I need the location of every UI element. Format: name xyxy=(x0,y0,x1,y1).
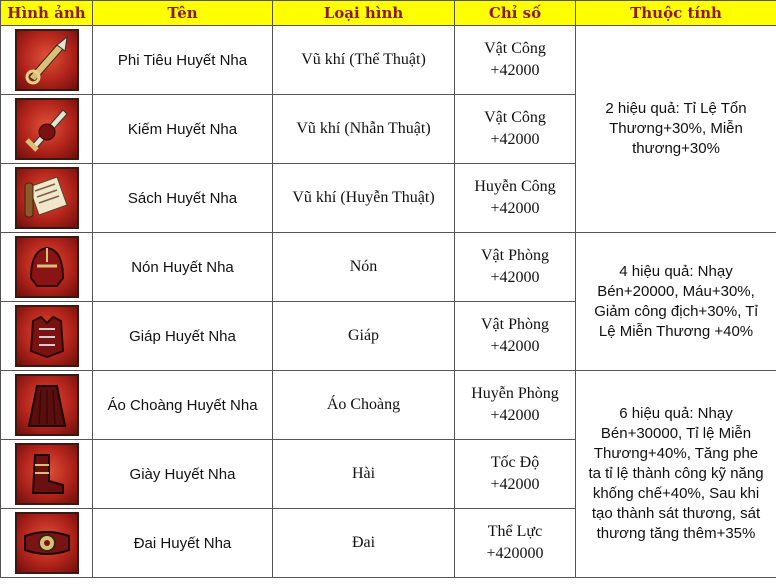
bonus-line: 4 hiệu quả: Nhạy xyxy=(619,262,733,280)
item-type: Vũ khí (Nhẫn Thuật) xyxy=(273,95,455,164)
stat-name: Thể Lực xyxy=(487,523,543,540)
item-image-cell xyxy=(1,440,93,509)
bonus-line: Lệ Miễn Thương +40% xyxy=(598,322,754,340)
table-row xyxy=(1,233,776,302)
stat-name: Huyễn Công xyxy=(474,178,556,195)
stat-name: Tốc Độ xyxy=(490,454,540,471)
item-type: Nón xyxy=(273,233,455,302)
header-name: Tên xyxy=(93,1,273,26)
bonus-line: khống chế+40%, Sau khi xyxy=(592,485,760,502)
item-name: Kiếm Huyết Nha xyxy=(93,95,273,164)
item-name: Giáp Huyết Nha xyxy=(93,302,273,371)
bonus-line: 6 hiệu quả: Nhạy xyxy=(619,405,733,422)
stat-value: +42000 xyxy=(490,131,540,148)
bonus-line: thương tăng thêm+35% xyxy=(596,525,756,542)
item-image-cell xyxy=(1,371,93,440)
stat-value: +42000 xyxy=(490,338,540,355)
item-name: Áo Choàng Huyết Nha xyxy=(93,371,273,440)
stat-name: Vật Công xyxy=(484,109,546,126)
bonus-line: Bén+30000, Tỉ lệ Miễn xyxy=(600,425,752,442)
item-image-cell xyxy=(1,164,93,233)
bonus-line: tạo thành sát thương, sát xyxy=(591,505,761,522)
bonus-line: ta tỉ lệ thành công kỹ năng xyxy=(588,465,764,482)
item-image-cell xyxy=(1,95,93,164)
bonus-line: Thương+30%, Miễn xyxy=(609,120,743,137)
item-type: Áo Choàng xyxy=(273,371,455,440)
item-type: Giáp xyxy=(273,302,455,371)
item-image-cell xyxy=(1,26,93,95)
bonus-line: thương+30% xyxy=(632,140,720,157)
header-attribute: Thuộc tính xyxy=(576,1,776,26)
item-stat xyxy=(455,509,576,578)
scroll-weapon-icon xyxy=(15,167,79,229)
item-type: Vũ khí (Huyễn Thuật) xyxy=(273,164,455,233)
set-bonus-4 xyxy=(576,233,776,371)
stat-value: +42000 xyxy=(490,200,540,217)
helmet-icon xyxy=(15,236,79,298)
bonus-line: Thương+40%, Tăng phe xyxy=(593,445,759,462)
item-name: Đai Huyết Nha xyxy=(93,509,273,578)
item-type: Hài xyxy=(273,440,455,509)
header-image: Hình ảnh xyxy=(1,1,93,26)
stat-value: +42000 xyxy=(490,407,540,424)
item-name: Sách Huyết Nha xyxy=(93,164,273,233)
stat-value: +42000 xyxy=(490,476,540,493)
stat-name: Vật Công xyxy=(484,40,546,57)
bonus-line: Bén+20000, Máu+30%, xyxy=(597,282,755,300)
item-stat xyxy=(455,233,576,302)
item-stat xyxy=(455,26,576,95)
stat-name: Vật Phòng xyxy=(481,247,549,264)
stat-name: Vật Phòng xyxy=(481,316,549,333)
bonus-line: 2 hiệu quả: Tỉ Lệ Tổn xyxy=(605,100,747,117)
item-type: Đai xyxy=(273,509,455,578)
item-stat xyxy=(455,371,576,440)
armor-icon xyxy=(15,305,79,367)
table-row xyxy=(1,371,776,440)
set-bonus-6 xyxy=(576,371,776,578)
item-image-cell xyxy=(1,302,93,371)
item-image-cell xyxy=(1,233,93,302)
stat-value: +42000 xyxy=(490,269,540,286)
item-image-cell xyxy=(1,509,93,578)
stat-value: +42000 xyxy=(490,62,540,79)
item-name: Giày Huyết Nha xyxy=(93,440,273,509)
item-stat xyxy=(455,95,576,164)
cloak-icon xyxy=(15,374,79,436)
belt-icon xyxy=(15,512,79,574)
stat-value: +420000 xyxy=(486,545,544,562)
bonus-line: Giảm công địch+30%, Tỉ xyxy=(594,302,758,320)
table-row xyxy=(1,26,776,95)
sword-weapon-icon xyxy=(15,98,79,160)
item-name: Nón Huyết Nha xyxy=(93,233,273,302)
stat-name: Huyễn Phòng xyxy=(471,385,559,402)
dart-weapon-icon xyxy=(15,29,79,91)
item-stat xyxy=(455,440,576,509)
item-stat xyxy=(455,164,576,233)
header-row xyxy=(1,1,776,26)
set-bonus-2 xyxy=(576,26,776,233)
header-type: Loại hình xyxy=(273,1,455,26)
boots-icon xyxy=(15,443,79,505)
item-type: Vũ khí (Thể Thuật) xyxy=(273,26,455,95)
item-name: Phi Tiêu Huyết Nha xyxy=(93,26,273,95)
item-stat xyxy=(455,302,576,371)
header-stat: Chỉ số xyxy=(455,1,576,26)
